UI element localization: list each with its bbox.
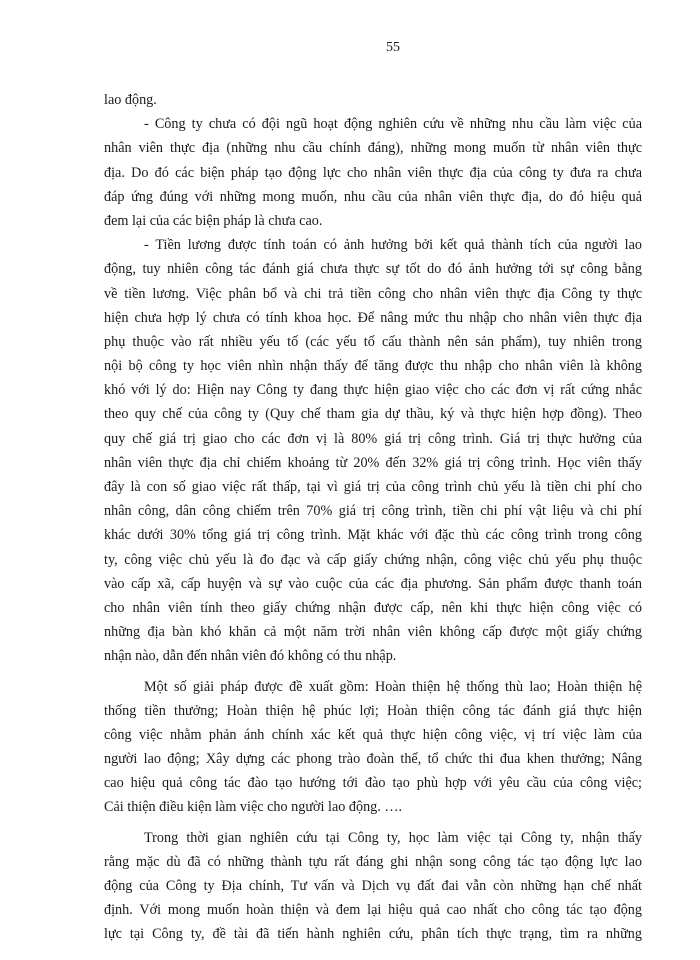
paragraph bbox=[104, 826, 642, 947]
text-line: rằng mặc dù đã có những thành tựu rất đáng ghi nhận song công tác tạo động lực lao bbox=[104, 853, 642, 870]
text-line: công việc nhằm phản ánh chính xác kết quả thực hiện công việc, vị trí việc làm của bbox=[104, 726, 642, 743]
text-line: Trong thời gian nghiên cứu tại Công ty, học làm việc tại Công ty, nhận thấy bbox=[144, 829, 642, 846]
text-line: động của Công ty Địa chính, Tư vấn và Dịch vụ đất đai vẫn còn những hạn chế nhất bbox=[104, 878, 642, 894]
text-line: người lao động; Xây dựng các phong trào đoàn thể, tổ chức thi đua khen thưởng; Nâng bbox=[104, 751, 642, 768]
text-line: theo quy chế của công ty (Quy chế tham gia dự thầu, ký và thực hiện hợp đồng). Theo bbox=[104, 406, 642, 423]
text-line: cao hiệu quả công tác đào tạo hướng tới đào tạo phù hợp với yêu cầu của công việc; bbox=[104, 775, 642, 792]
text-line: địa. Do đó các biện pháp tạo động lực cho nhân viên thực địa của công ty đưa ra chưa bbox=[104, 164, 642, 181]
text-line: Một số giải pháp được đề xuất gồm: Hoàn thiện hệ thống thù lao; Hoàn thiện hệ bbox=[144, 678, 642, 695]
text-line: đem lại của các biện pháp là chưa cao. bbox=[104, 212, 323, 229]
text-line: phụ thuộc vào rất nhiều yếu tố (các yếu tố cấu thành nên sản phẩm), tuy nhiên trong bbox=[104, 333, 642, 350]
text-line: - Tiền lương được tính toán có ảnh hưởng bởi kết quả thành tích của người lao bbox=[144, 237, 642, 254]
text-line: nhân viên thực địa chỉ chiếm khoảng từ 20% đến 32% giá trị công trình. Học viên thấy bbox=[104, 454, 642, 471]
text-line: thống tiền thưởng; Hoàn thiện hệ phúc lợi; Hoàn thiện công tác đánh giá thực hiện bbox=[104, 702, 642, 719]
text-line: vào cấp xã, cấp huyện và sự vào cuộc của các địa phương. Sản phẩm được thanh toán bbox=[104, 575, 642, 592]
text-line: Cải thiện điều kiện làm việc cho người lao động. …. bbox=[104, 799, 403, 816]
paragraph bbox=[104, 88, 642, 112]
text-line: lao động. bbox=[104, 92, 157, 108]
text-line: những địa bàn khó khăn cả một năm trời nhân viên không cấp được một giấy chứng bbox=[104, 624, 642, 641]
text-line: ty, công việc chủ yếu là đo đạc và cấp giấy chứng nhận, công việc chủ yếu phụ thuộc bbox=[104, 551, 642, 568]
page-number: 55 bbox=[386, 40, 400, 55]
text-line: đây là con số giao việc rất thấp, tại vì giá trị của công trình chủ yếu là tiền chi phí cho bbox=[104, 479, 642, 495]
text-line: định. Với mong muốn hoàn thiện và đem lại hiệu quả cao nhất cho công tác tạo động bbox=[104, 902, 642, 919]
text-line: đáp ứng đúng với những mong muốn, nhu cầu của nhân viên thực địa, do đó hiệu quả bbox=[104, 188, 642, 205]
text-line: - Công ty chưa có đội ngũ hoạt động nghiên cứu về những nhu cầu làm việc của bbox=[144, 116, 642, 133]
text-line: nhân viên thực địa (những nhu cầu chính đáng), những mong muốn từ nhân viên thực bbox=[104, 140, 642, 157]
text-line: động, tuy nhiên công tác đánh giá chưa thực sự tốt do đó ảnh hưởng tới sự công bằng bbox=[104, 261, 642, 278]
text-line: cho nhân viên tính theo giấy chứng nhận được cấp, nên khi thực hiện công việc có bbox=[104, 599, 642, 616]
text-line: khó với lý do: Hiện nay Công ty đang thực hiện giao việc cho các đơn vị rất cứng nhắc bbox=[104, 382, 642, 399]
body-text bbox=[104, 88, 642, 947]
text-line: lực tại Công ty, đề tài đã tiến hành nghiên cứu, phân tích thực trạng, tìm ra những bbox=[104, 926, 642, 943]
text-line: nhân công, dân công chiếm trên 70% giá trị công trình, tiền chi phí vật liệu và chi phí bbox=[104, 503, 642, 520]
text-line: nội bộ công ty học viên nhìn nhận thấy để tăng được thu nhập cho nhân viên là không bbox=[104, 358, 642, 375]
text-line: nhận nào, dẫn đến nhân viên đó không có thu nhập. bbox=[104, 648, 397, 665]
text-line: hiện chưa hợp lý chưa có tính khoa học. Để nâng mức thu nhập cho nhân viên thực địa bbox=[104, 309, 642, 326]
paragraph bbox=[104, 675, 642, 820]
text-line: quy chế giá trị giao cho các đơn vị là 80% giá trị công trình. Giá trị thực hưởng của bbox=[104, 430, 642, 447]
text-line: khác dưới 30% tổng giá trị công trình. Mặt khác với đặc thù các công trình trong công bbox=[104, 527, 642, 544]
text-line: về tiền lương. Việc phân bổ và chi trả tiền công cho nhân viên thực địa Công ty thực bbox=[104, 285, 642, 302]
paragraph bbox=[104, 112, 642, 233]
paragraph bbox=[104, 233, 642, 668]
